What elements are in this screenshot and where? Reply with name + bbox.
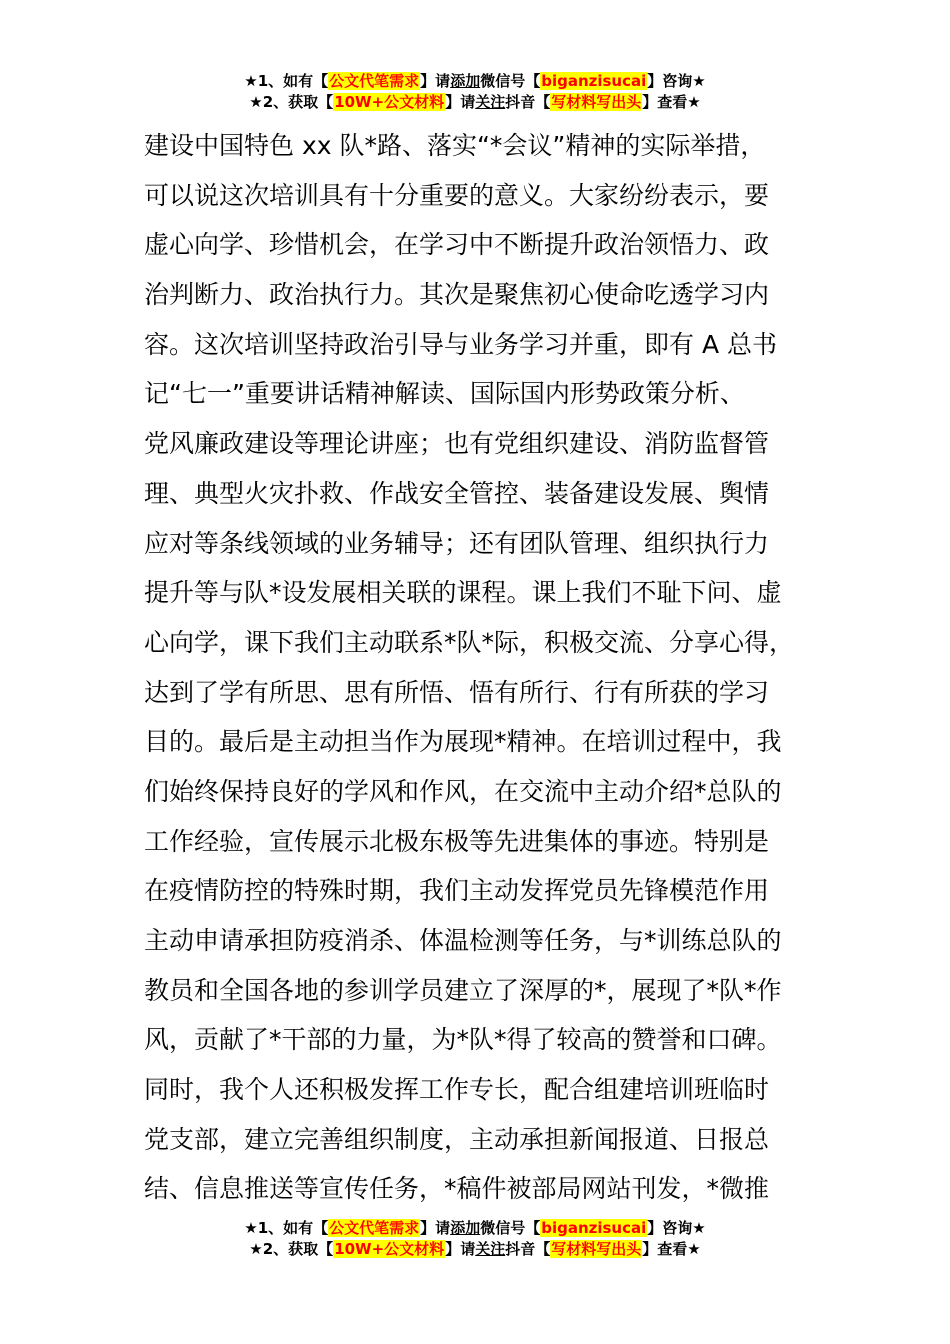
banner-text: 】请 <box>445 93 476 111</box>
header-banner <box>0 71 950 113</box>
body-line: 治判断力、政治执行力。其次是聚焦初心使命吃透学习内 <box>144 280 770 310</box>
underlined-follow: 关注 <box>475 93 506 111</box>
banner-text: ★1、如有【 <box>244 72 329 90</box>
body-line: 应对等条线领域的业务辅导；还有团队管理、组织执行力 <box>144 528 770 558</box>
body-line: 风，贡献了*干部的力量，为*队*得了较高的赞誉和口碑。 <box>144 1025 782 1055</box>
banner-line-1 <box>0 71 950 92</box>
banner-text: 抖音【 <box>505 1240 551 1258</box>
body-line: 建设中国特色 xx 队*路、落实“*会议”精神的实际举措， <box>144 131 766 160</box>
body-line: 在疫情防控的特殊时期，我们主动发挥党员先锋模范作用 <box>144 876 770 906</box>
banner-text: 】请 <box>445 1240 476 1258</box>
highlight-ghostwriting-service: 公文代笔需求 <box>329 1219 420 1237</box>
body-line: 结、信息推送等宣传任务，*稿件被部局网站刊发，*微推 <box>144 1174 770 1204</box>
banner-text: 】查看★ <box>642 93 701 111</box>
body-line: 心向学，课下我们主动联系*队*际，积极交流、分享心得， <box>144 627 795 657</box>
body-line: 记“七一”重要讲话精神解读、国际国内形势政策分析、 <box>144 379 745 409</box>
banner-text: 】咨询★ <box>647 1219 706 1237</box>
underlined-follow: 关注 <box>475 1240 506 1258</box>
banner-line-1 <box>0 1218 950 1239</box>
banner-text: ★2、获取【 <box>249 93 334 111</box>
body-line: 目的。最后是主动担当作为展现*精神。在培训过程中，我 <box>144 727 782 757</box>
body-line: 提升等与队*设发展相关联的课程。课上我们不耻下问、虚 <box>144 578 782 608</box>
banner-line-2 <box>0 1239 950 1260</box>
underlined-add: 添加 <box>450 72 481 90</box>
document-body <box>144 121 844 1214</box>
banner-text: 】请 <box>420 72 451 90</box>
highlight-ghostwriting-service: 公文代笔需求 <box>329 72 420 90</box>
body-line: 党支部，建立完善组织制度，主动承担新闻报道、日报总 <box>144 1124 770 1154</box>
underlined-add: 添加 <box>450 1219 481 1237</box>
body-line: 容。这次培训坚持政治引导与业务学习并重，即有 A 总书 <box>144 329 777 359</box>
banner-text: ★1、如有【 <box>244 1219 329 1237</box>
highlight-materials: 10W+公文材料 <box>334 1240 445 1258</box>
highlight-wechat-id: biganzisucai <box>541 72 647 90</box>
body-line: 虚心向学、珍惜机会，在学习中不断提升政治领悟力、政 <box>144 230 770 260</box>
banner-text: 】咨询★ <box>647 72 706 90</box>
banner-text: 】请 <box>420 1219 451 1237</box>
body-line: 同时，我个人还积极发挥工作专长，配合组建培训班临时 <box>144 1075 770 1105</box>
body-line: 们始终保持良好的学风和作风，在交流中主动介绍*总队的 <box>144 776 782 806</box>
body-line: 主动申请承担防疫消杀、体温检测等任务，与*训练总队的 <box>144 926 782 955</box>
highlight-materials: 10W+公文材料 <box>334 93 445 111</box>
body-line: 教员和全国各地的参训学员建立了深厚的*，展现了*队*作 <box>144 975 782 1005</box>
body-line: 可以说这次培训具有十分重要的意义。大家纷纷表示，要 <box>144 180 770 210</box>
body-line: 工作经验，宣传展示北极东极等先进集体的事迹。特别是 <box>144 826 770 856</box>
banner-text: 微信号【 <box>480 1219 541 1237</box>
highlight-wechat-id: biganzisucai <box>541 1219 647 1237</box>
banner-text: 微信号【 <box>480 72 541 90</box>
footer-banner <box>0 1218 950 1260</box>
body-line: 党风廉政建设等理论讲座；也有党组织建设、消防监督管 <box>144 429 770 459</box>
banner-text: ★2、获取【 <box>249 1240 334 1258</box>
highlight-douyin-account: 写材料写出头 <box>551 1240 642 1258</box>
banner-text: 抖音【 <box>505 93 551 111</box>
banner-line-2 <box>0 92 950 113</box>
body-line: 达到了学有所思、思有所悟、悟有所行、行有所获的学习 <box>144 677 770 707</box>
highlight-douyin-account: 写材料写出头 <box>551 93 642 111</box>
banner-text: 】查看★ <box>642 1240 701 1258</box>
body-line: 理、典型火灾扑救、作战安全管控、装备建设发展、舆情 <box>144 478 770 508</box>
